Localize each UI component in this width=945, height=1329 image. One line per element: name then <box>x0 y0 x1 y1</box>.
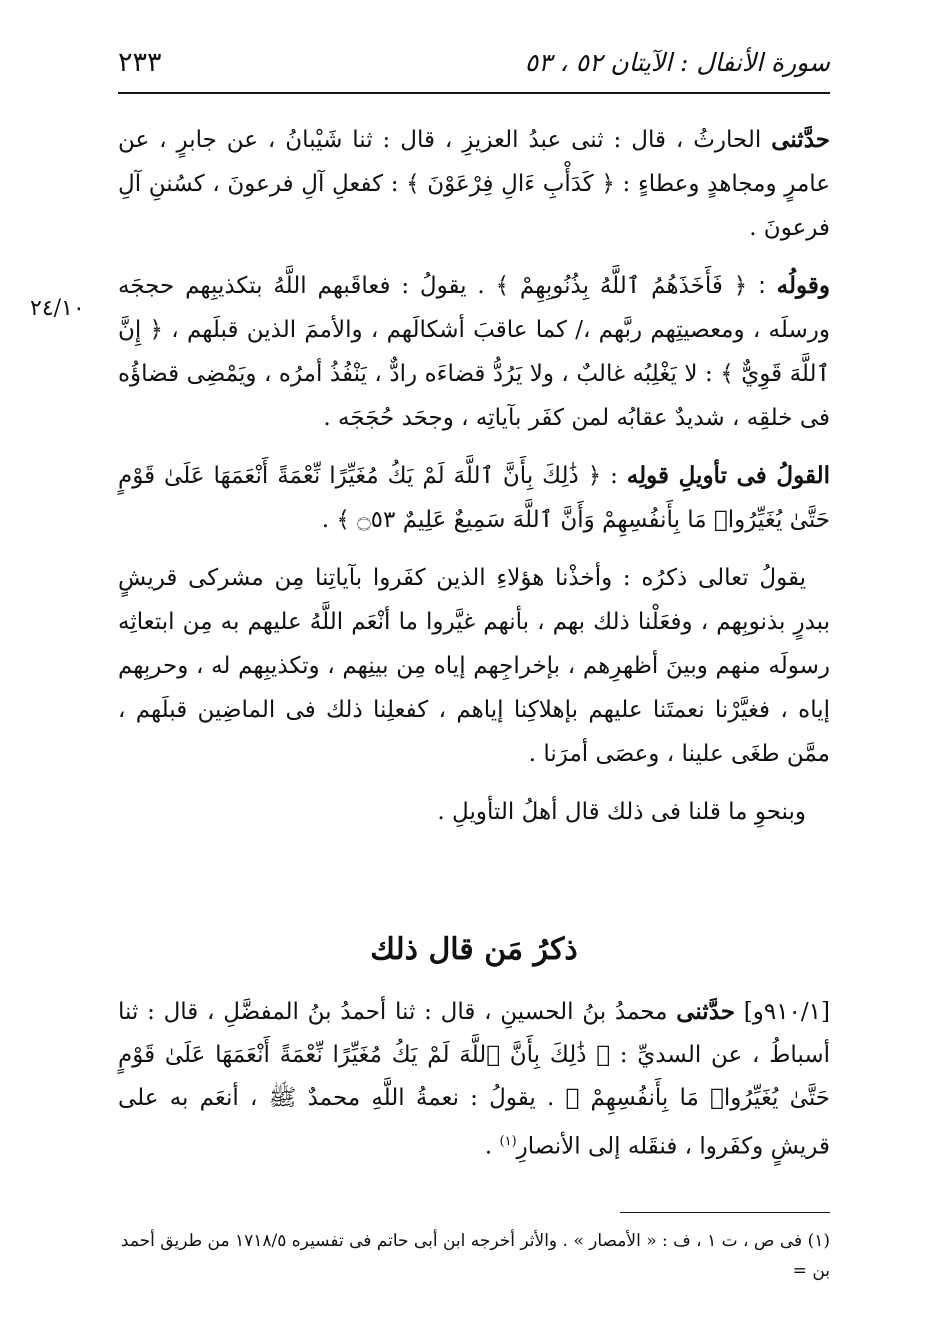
header-rule <box>118 92 830 94</box>
paragraph-2-tail: : لا يَغْلِبُه غالبٌ ، ولا يَرُدُّ قضاءَه رادٌّ ، يَنْفُذُ أمرُه ، ويَمْضِى قضاؤُه فى خلقِه ، شديدٌ عقابُه لمن كفَر بآياتِه ، وجحَد حُجَجَه . <box>118 361 830 431</box>
manuscript-reference: [٩١٠/١و] <box>743 999 830 1025</box>
paragraph-5: وبنحوِ ما قلنا فى ذلك قال أهلُ التأويلِ . <box>437 799 806 825</box>
paragraph-1-lead: حدَّثنى <box>771 126 830 153</box>
paragraph-2-lead: وقولُه <box>776 272 830 299</box>
main-text <box>118 118 830 848</box>
paragraph-2 <box>118 264 830 440</box>
paragraph-3 <box>118 454 830 542</box>
paragraph-3-lead: القولُ فى تأويلِ قولِه <box>626 462 831 489</box>
paragraph-1 <box>118 118 830 250</box>
footnote-marker: (١) <box>499 1134 517 1149</box>
hadith-chain: محمدُ بنُ الحسينِ ، قال : ثنا أحمدُ بنُ المفضَّلِ ، قال : ثنا أسباطُ ، عن السديِّ : <box>118 999 830 1068</box>
hadith-paragraph <box>118 990 830 1169</box>
quran-quote: : ﴿ فَأَخَذَهُمُ ٱللَّهُ بِذُنُوبِهِمْ ﴾ <box>495 273 777 299</box>
paragraph-1-tail: : كفعلِ آلِ فرعونَ ، كسُننِ آلِ فرعونَ . <box>118 171 830 241</box>
hadith-lead: حدَّثنى <box>676 998 735 1025</box>
quran-quote: ﴿ إِنَّ ٱللَّهَ قَوِيٌّ ﴾ <box>118 317 830 387</box>
footnote: (١) فى ص ، ت ١ ، ف : « الأمصار » . والأثر أخرجه ابن أبى حاتم فى تفسيره ١٧١٨/٥ من طريق أحمد بن = <box>120 1231 830 1281</box>
paragraph-3-tail: . <box>321 507 337 533</box>
quran-quote: ﴿ ذَٰلِكَ بِأَنَّ ٱللَّهَ لَمْ يَكُ مُغَيِّرًا نِّعْمَةً أَنْعَمَهَا عَلَىٰ قَوْمٍ حَتَّىٰ يُغَيِّرُوا۟ مَا بِأَنفُسِهِمْ ﴾ <box>118 1042 830 1111</box>
paragraph-1-text: الحارثُ ، قال : ثنى عبدُ العزيزِ ، قال : ثنا شَيْبانُ ، عن جابرٍ ، عن عامرٍ ومجاهدٍ وعطاءٍ : <box>118 127 830 197</box>
quran-quote: ﴿ ذَٰلِكَ بِأَنَّ ٱللَّهَ لَمْ يَكُ مُغَيِّرًا نِّعْمَةً أَنْعَمَهَا عَلَىٰ قَوْمٍ حَتَّىٰ يُغَيِّرُوا۟ مَا بِأَنفُسِهِمْ وَأَنَّ ٱللَّهَ سَمِيعٌ عَلِيمٌ ۝٥٣ ﴾ <box>118 463 830 533</box>
running-title: سورة الأنفال : الآيتان ٥٢ ، ٥٣ <box>524 47 830 77</box>
hadith-end: . <box>484 1133 500 1160</box>
margin-reference: ٢٤/١٠ <box>30 296 85 321</box>
footnote-rule <box>620 1212 830 1213</box>
section-heading: ذكرُ مَن قال ذلك <box>370 932 578 967</box>
quran-quote: ﴿ كَدَأْبِ ءَالِ فِرْعَوْنَ ﴾ <box>406 171 615 197</box>
paragraph-3-colon: : <box>601 463 627 489</box>
hadith-text: . يقولُ : نعمةُ اللَّهِ محمدٌ ﷺ ، أنعَم به على قريشٍ وكفَروا ، فنقَله إلى الأنصارِ <box>118 1085 830 1160</box>
paragraph-2-text: . يقولُ : فعاقَبهم اللَّهُ بتكذيبِهم حججَه ورسلَه ، ومعصيتِهم ربَّهم ،/ كما عاقبَ أشكالَهم ، والأممَ الذين قبلَهم ، <box>118 273 830 343</box>
page-header <box>118 38 830 86</box>
page-number: ٢٣٣ <box>118 46 162 78</box>
paragraph-4: يقولُ تعالى ذكرُه : وأخذْنا هؤلاءِ الذين كفَروا بآياتِنا مِن مشركى قريشٍ ببدرٍ بذنوبِهم ، وفعَلْنا ذلك بهم ، بأنهم غيَّروا ما أنْعَم اللَّهُ عليهم به مِن ابتعاثِه رسولَه منهم وبينَ أظهرِهم ، بإخراجِهم إياه مِن بينِهم ، وتكذيبِهم له ، وحربِهم إياه ، فغيَّرْنا نعمتَنا عليهم بإهلاكِنا إياهم ، كفعلِنا ذلك فى الماضِين قبلَهم ، ممَّن طغَى علينا ، وعصَى أمرَنا . <box>118 565 830 767</box>
